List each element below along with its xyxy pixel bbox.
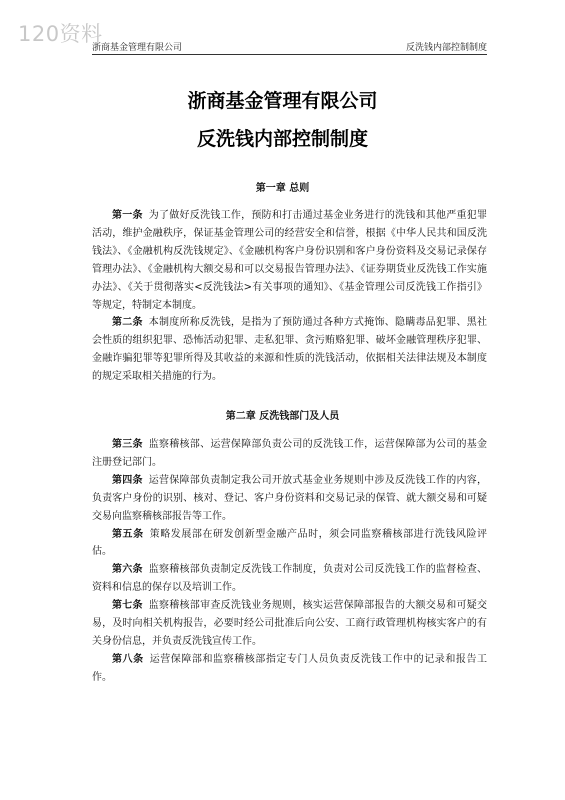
article bbox=[92, 207, 487, 314]
watermark: 120资料 bbox=[18, 22, 103, 46]
article-text: 运营保障部负责制定我公司开放式基金业务规则中涉及反洗钱工作的内容，负责客户身份的识别、核对、登记、客户身份资料和交易记录的保管、就大额交易和可疑交易向监察稽核部报告等工作。 bbox=[92, 474, 488, 522]
article-label: 第七条 bbox=[112, 600, 143, 612]
article-label: 第四条 bbox=[112, 474, 143, 486]
header-doc-title: 反洗钱内部控制制度 bbox=[405, 43, 487, 53]
chapter-1-body bbox=[92, 207, 487, 386]
header-company: 浙商基金管理有限公司 bbox=[92, 43, 183, 53]
article bbox=[92, 436, 487, 472]
document-title-policy: 反洗钱内部控制制度 bbox=[196, 128, 368, 150]
article-label: 第五条 bbox=[112, 528, 144, 540]
document-title-company: 浙商基金管理有限公司 bbox=[187, 90, 378, 112]
article-text: 运营保障部和监察稽核部指定专门人员负责反洗钱工作中的记录和报告工作。 bbox=[92, 653, 488, 683]
article-text: 本制度所称反洗钱，是指为了预防通过各种方式掩饰、隐瞒毒品犯罪、黑社会性质的组织犯罪、恐怖活动犯罪、走私犯罪、贪污贿赂犯罪、破坏金融管理秩序犯罪、金融诈骗犯罪等犯罪所得及其收益的来源和性质的洗钱活动，依据相关法律法规及本制度的规定采取相关措施的行为。 bbox=[92, 317, 488, 383]
article bbox=[92, 597, 487, 651]
article-label: 第二条 bbox=[112, 317, 143, 329]
article-text: 策略发展部在研发创新型金融产品时，须会同监察稽核部进行洗钱风险评估。 bbox=[92, 528, 488, 558]
article-label: 第一条 bbox=[112, 210, 143, 221]
article-label: 第三条 bbox=[112, 439, 143, 450]
article bbox=[92, 472, 487, 526]
page-header bbox=[92, 40, 487, 55]
article bbox=[92, 651, 487, 687]
article-label: 第六条 bbox=[112, 564, 143, 576]
article bbox=[92, 561, 487, 597]
article-text: 为了做好反洗钱工作，预防和打击通过基金业务进行的洗钱和其他严重犯罪活动，维护金融秩序，保证基金管理公司的经营安全和信誉，根据《中华人民共和国反洗钱法》、《金融机构反洗钱规定》、《金融机构客户身份识别和客户身份资料及交易记录保存管理办法》、《金融机构大额交易和可以交易报告管理办法》、《证券期货业反洗钱工作实施办法》、《关于贯彻落实<反洗钱法>有关事项的通知》、《基金管理公司反洗钱工作指引》等规定，特制定本制度。 bbox=[92, 210, 488, 311]
chapter-2-heading: 第二章 反洗钱部门及人员 bbox=[225, 411, 340, 422]
article-label: 第八条 bbox=[112, 653, 144, 665]
article-text: 监察稽核部、运营保障部负责公司的反洗钱工作，运营保障部为公司的基金注册登记部门。 bbox=[92, 439, 488, 468]
article-text: 监察稽核部审查反洗钱业务规则，核实运营保障部报告的大额交易和可疑交易，及时向相关机构报告，必要时经公司批准后向公安、工商行政管理机构核实客户的有关身份信息，并负责反洗钱宣传工作。 bbox=[92, 600, 488, 647]
article bbox=[92, 314, 487, 386]
article-text: 监察稽核部负责制定反洗钱工作制度，负责对公司反洗钱工作的监督检查、资料和信息的保存以及培训工作。 bbox=[92, 564, 488, 594]
chapter-2-body bbox=[92, 436, 487, 687]
article bbox=[92, 526, 487, 562]
chapter-1-heading: 第一章 总则 bbox=[255, 183, 310, 194]
